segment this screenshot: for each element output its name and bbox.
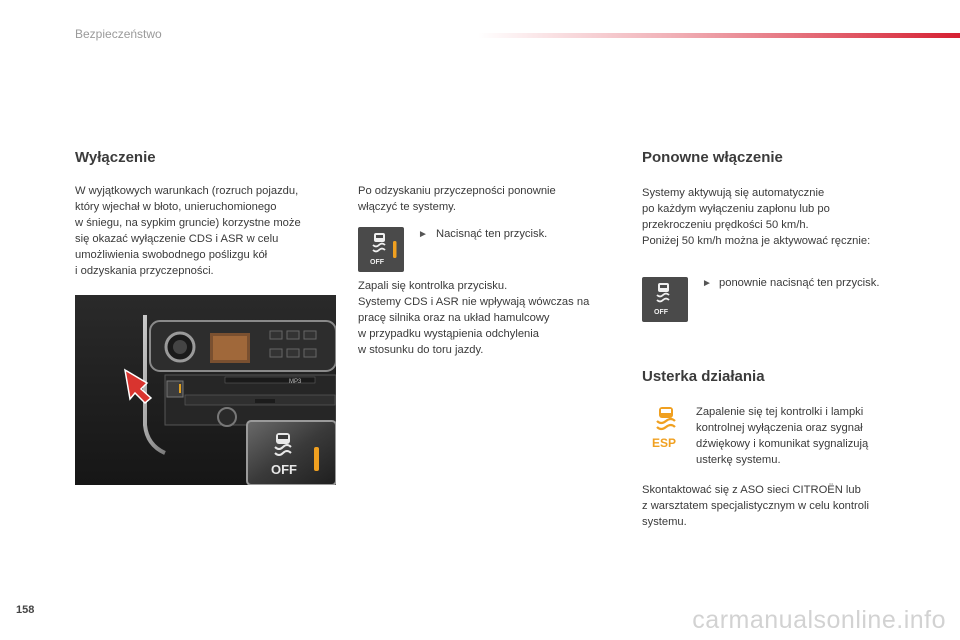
watermark: carmanualsonline.info [692, 606, 946, 634]
cds-off-button-icon-right [642, 277, 688, 322]
section-title: Bezpieczeństwo [75, 27, 162, 41]
indicator-paragraph: Zapali się kontrolka przycisku. Systemy CDS i ASR nie wpływają wówczas na pracę silnika oraz na układ hamulcowy w przypadku wystąpienia odchylenia w stosunku do toru jazdy. [358, 280, 590, 356]
photo-off-label: OFF [271, 462, 297, 477]
off-label-right: OFF [654, 309, 668, 316]
press-instruction: Nacisnąć ten przycisk. [436, 228, 548, 240]
heading-malfunction: Usterka działania [642, 368, 765, 385]
bullet-icon: ► [418, 229, 428, 240]
press-again-instruction: ponownie nacisnąć ten przycisk. [719, 277, 880, 289]
photo-panel-label: MP3 [289, 379, 302, 385]
bullet-icon-right: ► [702, 278, 712, 289]
esp-label: ESP [652, 436, 677, 449]
disable-paragraph: W wyjątkowych warunkach (rozruch pojazdu, który wjechał w błoto, unieruchomionego w śniegu, na sypkim gruncie) korzystne może się okazać wyłączenie CDS i ASR w celu umożliwienia swobodnego poślizgu kół i odzyskania przyczepności. [75, 185, 301, 277]
esp-warning-icon [648, 405, 684, 449]
dashboard-photo [75, 295, 336, 485]
heading-disable: Wyłączenie [75, 149, 156, 166]
reenable-paragraph: Po odzyskaniu przyczepności ponownie włączyć te systemy. [358, 185, 556, 213]
heading-reactivation: Ponowne włączenie [642, 149, 783, 166]
page-number: 158 [16, 604, 35, 616]
header-accent-bar [478, 33, 960, 38]
reactivation-paragraph: Systemy aktywują się automatycznie po każdym wyłączeniu zapłonu lub po przekroczeniu prędkości 50 km/h. Poniżej 50 km/h można je aktywować ręcznie: [642, 187, 871, 247]
cds-off-button-icon [358, 227, 404, 272]
off-label: OFF [370, 259, 384, 266]
malfunction-paragraph: Zapalenie się tej kontrolki i lampki kontrolnej wyłączenia oraz sygnał dźwiękowy i komunikat sygnalizują usterkę systemu. [696, 406, 869, 466]
contact-paragraph: Skontaktować się z ASO sieci CITROËN lub z warsztatem specjalistycznym w celu kontroli systemu. [642, 484, 869, 528]
